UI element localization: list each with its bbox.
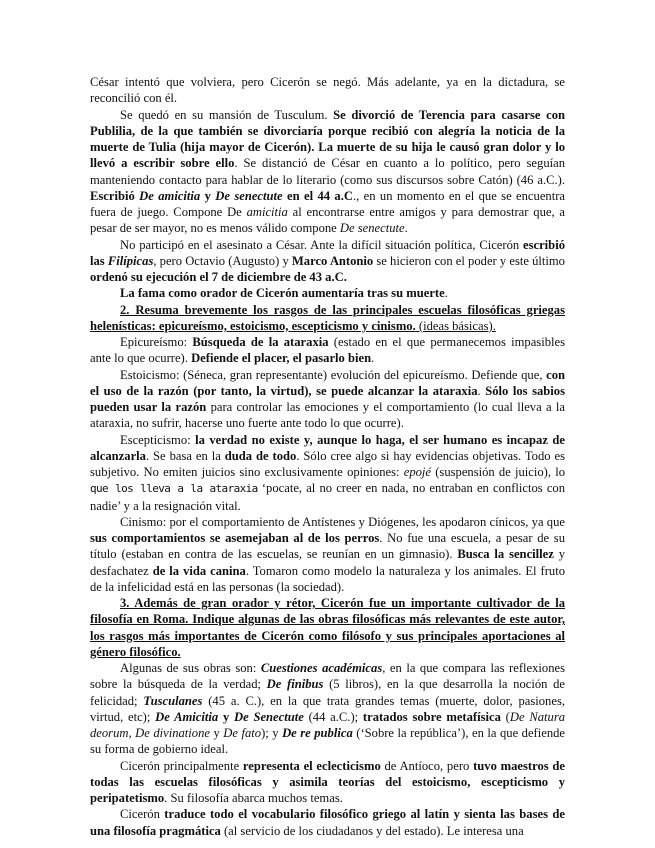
- text: Escepticismo:: [120, 432, 196, 447]
- bold-text: Se divorció de Terencia para casarse con Publilia, de la que también se divorciaría porque recibió con alegría la noticia de la muerte de Tulia (hija mayor de Cicerón). La muerte de su hija le causó gran dolor y lo llevó a escribir sobre ello: [90, 107, 565, 171]
- text: (5 libros), en la que desarrolla la noción de felicidad;: [90, 677, 565, 708]
- paragraph-eclecticism: [90, 758, 565, 807]
- bold-text: con el uso de la razón (por tanto, la virtud), se puede alcanzar la ataraxia: [90, 367, 565, 398]
- bold-italic-title: De senectute: [215, 188, 283, 203]
- bold-italic-title: Cuestiones académicas: [260, 661, 383, 675]
- text: de Antíoco, pero: [380, 758, 474, 773]
- text: (‘Sobre la república’), en la que defiende su forma de gobierno ideal.: [90, 726, 566, 757]
- text: .: [444, 286, 448, 301]
- paragraph-skepticism: [90, 432, 565, 514]
- paragraph-stoicism: [90, 367, 565, 432]
- text: ,: [128, 726, 136, 740]
- bold-text: sus comportamientos se asemejaban al de los perros: [90, 531, 380, 545]
- text: .: [404, 221, 408, 236]
- bold-text: y: [218, 709, 235, 724]
- text: (45 a. C.), en la que trata grandes temas (muerte, dolor, pasiones, virtud, etc);: [90, 693, 565, 724]
- bold-text: y: [200, 188, 216, 203]
- bold-text: de la vida canina: [152, 563, 246, 578]
- bold-text: representa el eclecticismo: [242, 758, 381, 773]
- question-2-title: 2. Resuma brevemente los rasgos de las principales escuelas filosóficas griegas helenísticas: epicureísmo, estoicismo, escepticismo y cinismo.: [90, 302, 565, 333]
- bold-text: Escribió: [90, 188, 140, 203]
- text: .: [477, 383, 486, 398]
- text: (: [500, 709, 510, 724]
- text: , pero Octavio (Augusto) y: [153, 253, 292, 268]
- paragraph-cynicism: [90, 514, 565, 595]
- question-3-heading: [90, 595, 565, 660]
- bold-italic-title: De amicitia: [139, 188, 201, 203]
- text: No participó en el asesinato a César. Ante la difícil situación política, Cicerón: [120, 237, 524, 252]
- bold-italic-title: Filípicas: [107, 253, 154, 268]
- italic-title: De Natura deorum: [90, 709, 566, 740]
- italic-term: epojé: [403, 465, 432, 479]
- bold-text: Busca la sencillez: [457, 547, 554, 562]
- text: y desfachatez: [90, 547, 565, 578]
- italic-title: De senectute: [339, 221, 405, 236]
- text: (estado en el que permanecemos impasibles ante lo que ocurre).: [90, 335, 565, 366]
- text: . Sólo cree algo si hay evidencias objetivas. Todo es subjetivo. No emiten juicios sino exclusivamente opiniones:: [90, 448, 565, 479]
- text: . Tomaron como modelo la naturaleza y los animales. El fruto de la infelicidad está en las personas (la sociedad).: [90, 563, 566, 594]
- paragraph-assassination: [90, 237, 565, 286]
- text: para controlar las emociones y el comportamiento (lo cual lleva a la ataraxia, no sufrir, hacerse uno fuerte ante todo lo que ocurre).: [90, 400, 565, 431]
- paragraph-tusculum: [90, 107, 565, 237]
- question-3-title: 3. Además de gran orador y rétor, Cicerón fue un importante cultivador de la filosofía en Roma. Indique algunas de las obras filosóficas más relevantes de este autor, los rasgos más importantes de Cicerón como filósofo y sus principales aportaciones al género filosófico.: [90, 596, 565, 659]
- paragraph-works: [90, 660, 565, 758]
- text: (suspensión de juicio), lo: [431, 465, 565, 479]
- text: Cinismo: por el comportamiento de Antístenes y Diógenes, les apodaron cínicos, ya que: [120, 514, 565, 529]
- bold-italic-title: De Amicitia: [155, 709, 219, 724]
- paragraph-translation: [90, 806, 565, 839]
- text: ‘pocate, al no creer en nada, no entraban en conflictos con nadie’ y a la resignación vital.: [90, 481, 566, 513]
- bold-text: traduce todo el vocabulario filosófico griego al latín y sienta las bases de una filosofía pragmática: [90, 807, 566, 838]
- text: se hicieron con el poder y este último: [373, 253, 565, 268]
- paragraph-cesar-reconcile: César intentó que volviera, pero Cicerón se negó. Más adelante, ya en la dictadura, se reconcilió con él.: [90, 75, 565, 106]
- text: y: [210, 726, 224, 740]
- text: . Su filosofía abarca muchos temas.: [164, 791, 343, 805]
- bold-italic-title: Tusculanes: [143, 693, 203, 708]
- question-2-heading: [90, 302, 565, 335]
- text: Se quedó en su mansión de Tusculum.: [120, 107, 334, 122]
- text: Estoicismo: (Séneca, gran representante) evolución del epicureísmo. Defiende que,: [120, 367, 547, 382]
- italic-title: De divinatione: [135, 726, 210, 740]
- bold-italic-title: De re publica: [282, 726, 353, 740]
- text: ); y: [261, 726, 283, 740]
- bold-text: escribió las: [90, 237, 565, 268]
- document-page: [90, 74, 565, 839]
- text: . Se distanció de César en cuanto a lo político, pero seguían manteniendo contacto para hablar de lo literario (como sus discursos sobre Catón) (46 a.C.).: [90, 156, 565, 187]
- bold-text: la verdad no existe y, aunque lo haga, el ser humano es incapaz de alcanzarla: [90, 432, 565, 463]
- bold-text: en el 44 a.C: [282, 188, 353, 203]
- paragraph-epicureism: [90, 334, 565, 367]
- bold-text: duda de todo: [224, 448, 297, 463]
- text: . No fue una escuela, a pesar de su título (estaban en contra de las escuelas, se reunían en un gimnasio).: [90, 531, 565, 562]
- paragraph-fame: [90, 285, 565, 301]
- text: Epicureísmo:: [120, 335, 193, 349]
- question-2-note: (ideas básicas).: [415, 318, 496, 333]
- text: ., en un momento en el que se encuentra fuera de juego. Compone De: [90, 188, 565, 219]
- bold-text: Sólo los sabios pueden usar la razón: [90, 383, 565, 414]
- text: Algunas de sus obras son:: [120, 661, 261, 675]
- text: (44 a.C.);: [303, 709, 363, 724]
- bold-text: Búsqueda de la ataraxia: [192, 335, 329, 349]
- text: . Se basa en la: [145, 448, 225, 463]
- italic-title: amicitia: [246, 205, 288, 219]
- bold-text: tuvo maestros de todas las escuelas filosóficas y asimila teorías del estoicismo, escepticismo y peripatetismo: [90, 758, 566, 805]
- text: Cicerón principalmente: [120, 758, 243, 773]
- text: Cicerón: [120, 807, 165, 822]
- italic-title: De fato: [223, 726, 262, 740]
- bold-text: La fama como orador de Cicerón aumentaría tras su muerte: [120, 286, 445, 301]
- bold-italic-title: De finibus: [266, 677, 324, 692]
- text: al encontrarse entre amigos y para demostrar que, a pesar de ser mayor, no es menos válido compone: [90, 205, 565, 236]
- bold-text: tratados sobre metafísica: [362, 709, 501, 724]
- text: , en la que compara las reflexiones sobre la búsqueda de la verdad;: [90, 661, 565, 692]
- bold-italic-title: De Senectute: [234, 709, 304, 724]
- bold-text: Marco Antonio: [291, 253, 374, 268]
- bold-text: Defiende el placer, el pasarlo bien: [191, 351, 372, 366]
- handwritten-style-text: que los lleva a la ataraxia: [90, 482, 258, 496]
- text: .: [371, 351, 375, 366]
- text: (al servicio de los ciudadanos y del estado). Le interesa una: [220, 823, 524, 838]
- bold-text: ordenó su ejecución el 7 de diciembre de 43 a.C.: [90, 270, 347, 284]
